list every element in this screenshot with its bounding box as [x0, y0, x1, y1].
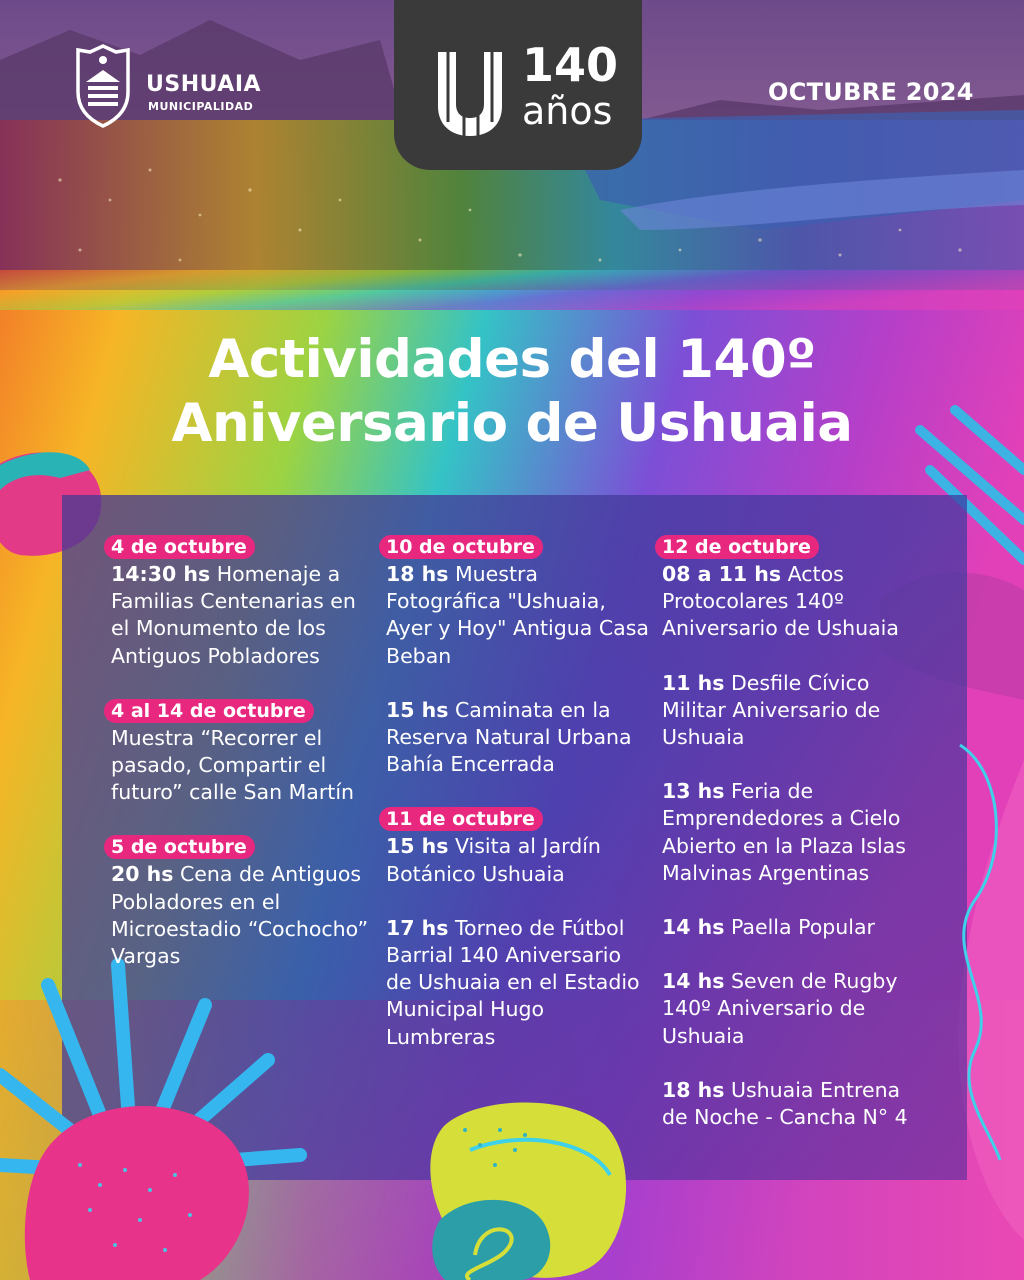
- schedule-column-3: [655, 533, 925, 1158]
- event-time: 15 hs: [386, 834, 449, 859]
- date-pill: 4 al 14 de octubre: [104, 699, 314, 723]
- schedule-column-2: [379, 533, 649, 1078]
- page-title: [0, 328, 1024, 456]
- title-line-1: Actividades del 140º: [208, 329, 816, 390]
- shield-icon: [72, 42, 134, 128]
- event-item: [655, 561, 925, 643]
- event-description: Cena de Antiguos Pobladores en el Microestadio “Cochocho” Vargas: [111, 862, 369, 969]
- event-item: [104, 725, 374, 807]
- event-item: [379, 561, 649, 670]
- event-time: 14:30 hs: [111, 562, 211, 586]
- date-group: [655, 533, 925, 1131]
- event-time: 11 hs: [662, 670, 725, 695]
- event-description: Torneo de Fútbol Barrial 140 Aniversario de Ushuaia en el Estadio Municipal Hugo Lumbreras: [386, 915, 640, 1049]
- event-description: Caminata en la Reserva Natural Urbana Bahía Encerrada: [386, 697, 632, 777]
- date-pill: 5 de octubre: [104, 835, 255, 859]
- event-item: [655, 670, 925, 752]
- date-group: [104, 833, 374, 970]
- event-time: 14 hs: [662, 969, 725, 994]
- date-pill: 11 de octubre: [379, 807, 543, 831]
- event-description: Muestra “Recorrer el pasado, Compartir el futuro” calle San Martín: [111, 725, 355, 805]
- event-item: [655, 1077, 925, 1131]
- month-label: OCTUBRE 2024: [768, 78, 974, 106]
- event-item: [379, 833, 649, 887]
- event-time: 18 hs: [386, 562, 449, 586]
- logo-subtitle: MUNICIPALIDAD: [148, 100, 254, 113]
- anniversary-badge: [394, 0, 642, 170]
- event-item: [655, 914, 925, 941]
- event-description: Visita al Jardín Botánico Ushuaia: [386, 834, 601, 886]
- event-description: Ushuaia Entrena de Noche - Cancha N° 4: [662, 1077, 908, 1130]
- event-description: Homenaje a Familias Centenarias en el Monumento de los Antiguos Pobladores: [111, 562, 356, 668]
- event-time: 15 hs: [386, 697, 449, 722]
- date-group: [379, 533, 649, 778]
- event-description: Muestra Fotográfica "Ushuaia, Ayer y Hoy" Antigua Casa Beban: [386, 562, 649, 668]
- municipality-logo: [72, 42, 272, 132]
- event-item: [104, 561, 374, 670]
- event-time: 13 hs: [662, 779, 725, 804]
- event-description: Actos Protocolares 140º Aniversario de Ushuaia: [662, 562, 899, 641]
- date-group: [104, 697, 374, 807]
- date-group: [104, 533, 374, 670]
- event-time: 08 a 11 hs: [662, 562, 782, 586]
- schedule-column-1: [104, 533, 374, 997]
- event-description: Paella Popular: [724, 915, 875, 940]
- u-logo-icon: [434, 52, 506, 136]
- badge-number: 140: [522, 38, 619, 92]
- logo-title: USHUAIA: [146, 72, 262, 97]
- event-time: 20 hs: [111, 862, 174, 887]
- date-pill: 4 de octubre: [104, 535, 255, 559]
- date-group: [379, 805, 649, 1050]
- badge-word: años: [522, 89, 613, 133]
- event-item: [104, 861, 374, 970]
- date-pill: 10 de octubre: [379, 535, 543, 559]
- event-description: Seven de Rugby 140º Aniversario de Ushuaia: [662, 969, 898, 1048]
- event-time: 17 hs: [386, 915, 449, 940]
- event-item: [379, 697, 649, 779]
- date-pill: 12 de octubre: [655, 535, 819, 559]
- event-item: [655, 968, 925, 1050]
- event-item: [655, 778, 925, 887]
- event-time: 18 hs: [662, 1077, 725, 1102]
- event-item: [379, 915, 649, 1051]
- event-description: Feria de Emprendedores a Cielo Abierto en la Plaza Islas Malvinas Argentinas: [662, 779, 906, 885]
- event-description: Desfile Cívico Militar Aniversario de Ushuaia: [662, 670, 881, 750]
- event-time: 14 hs: [662, 915, 725, 940]
- title-line-2: Aniversario de Ushuaia: [171, 393, 853, 454]
